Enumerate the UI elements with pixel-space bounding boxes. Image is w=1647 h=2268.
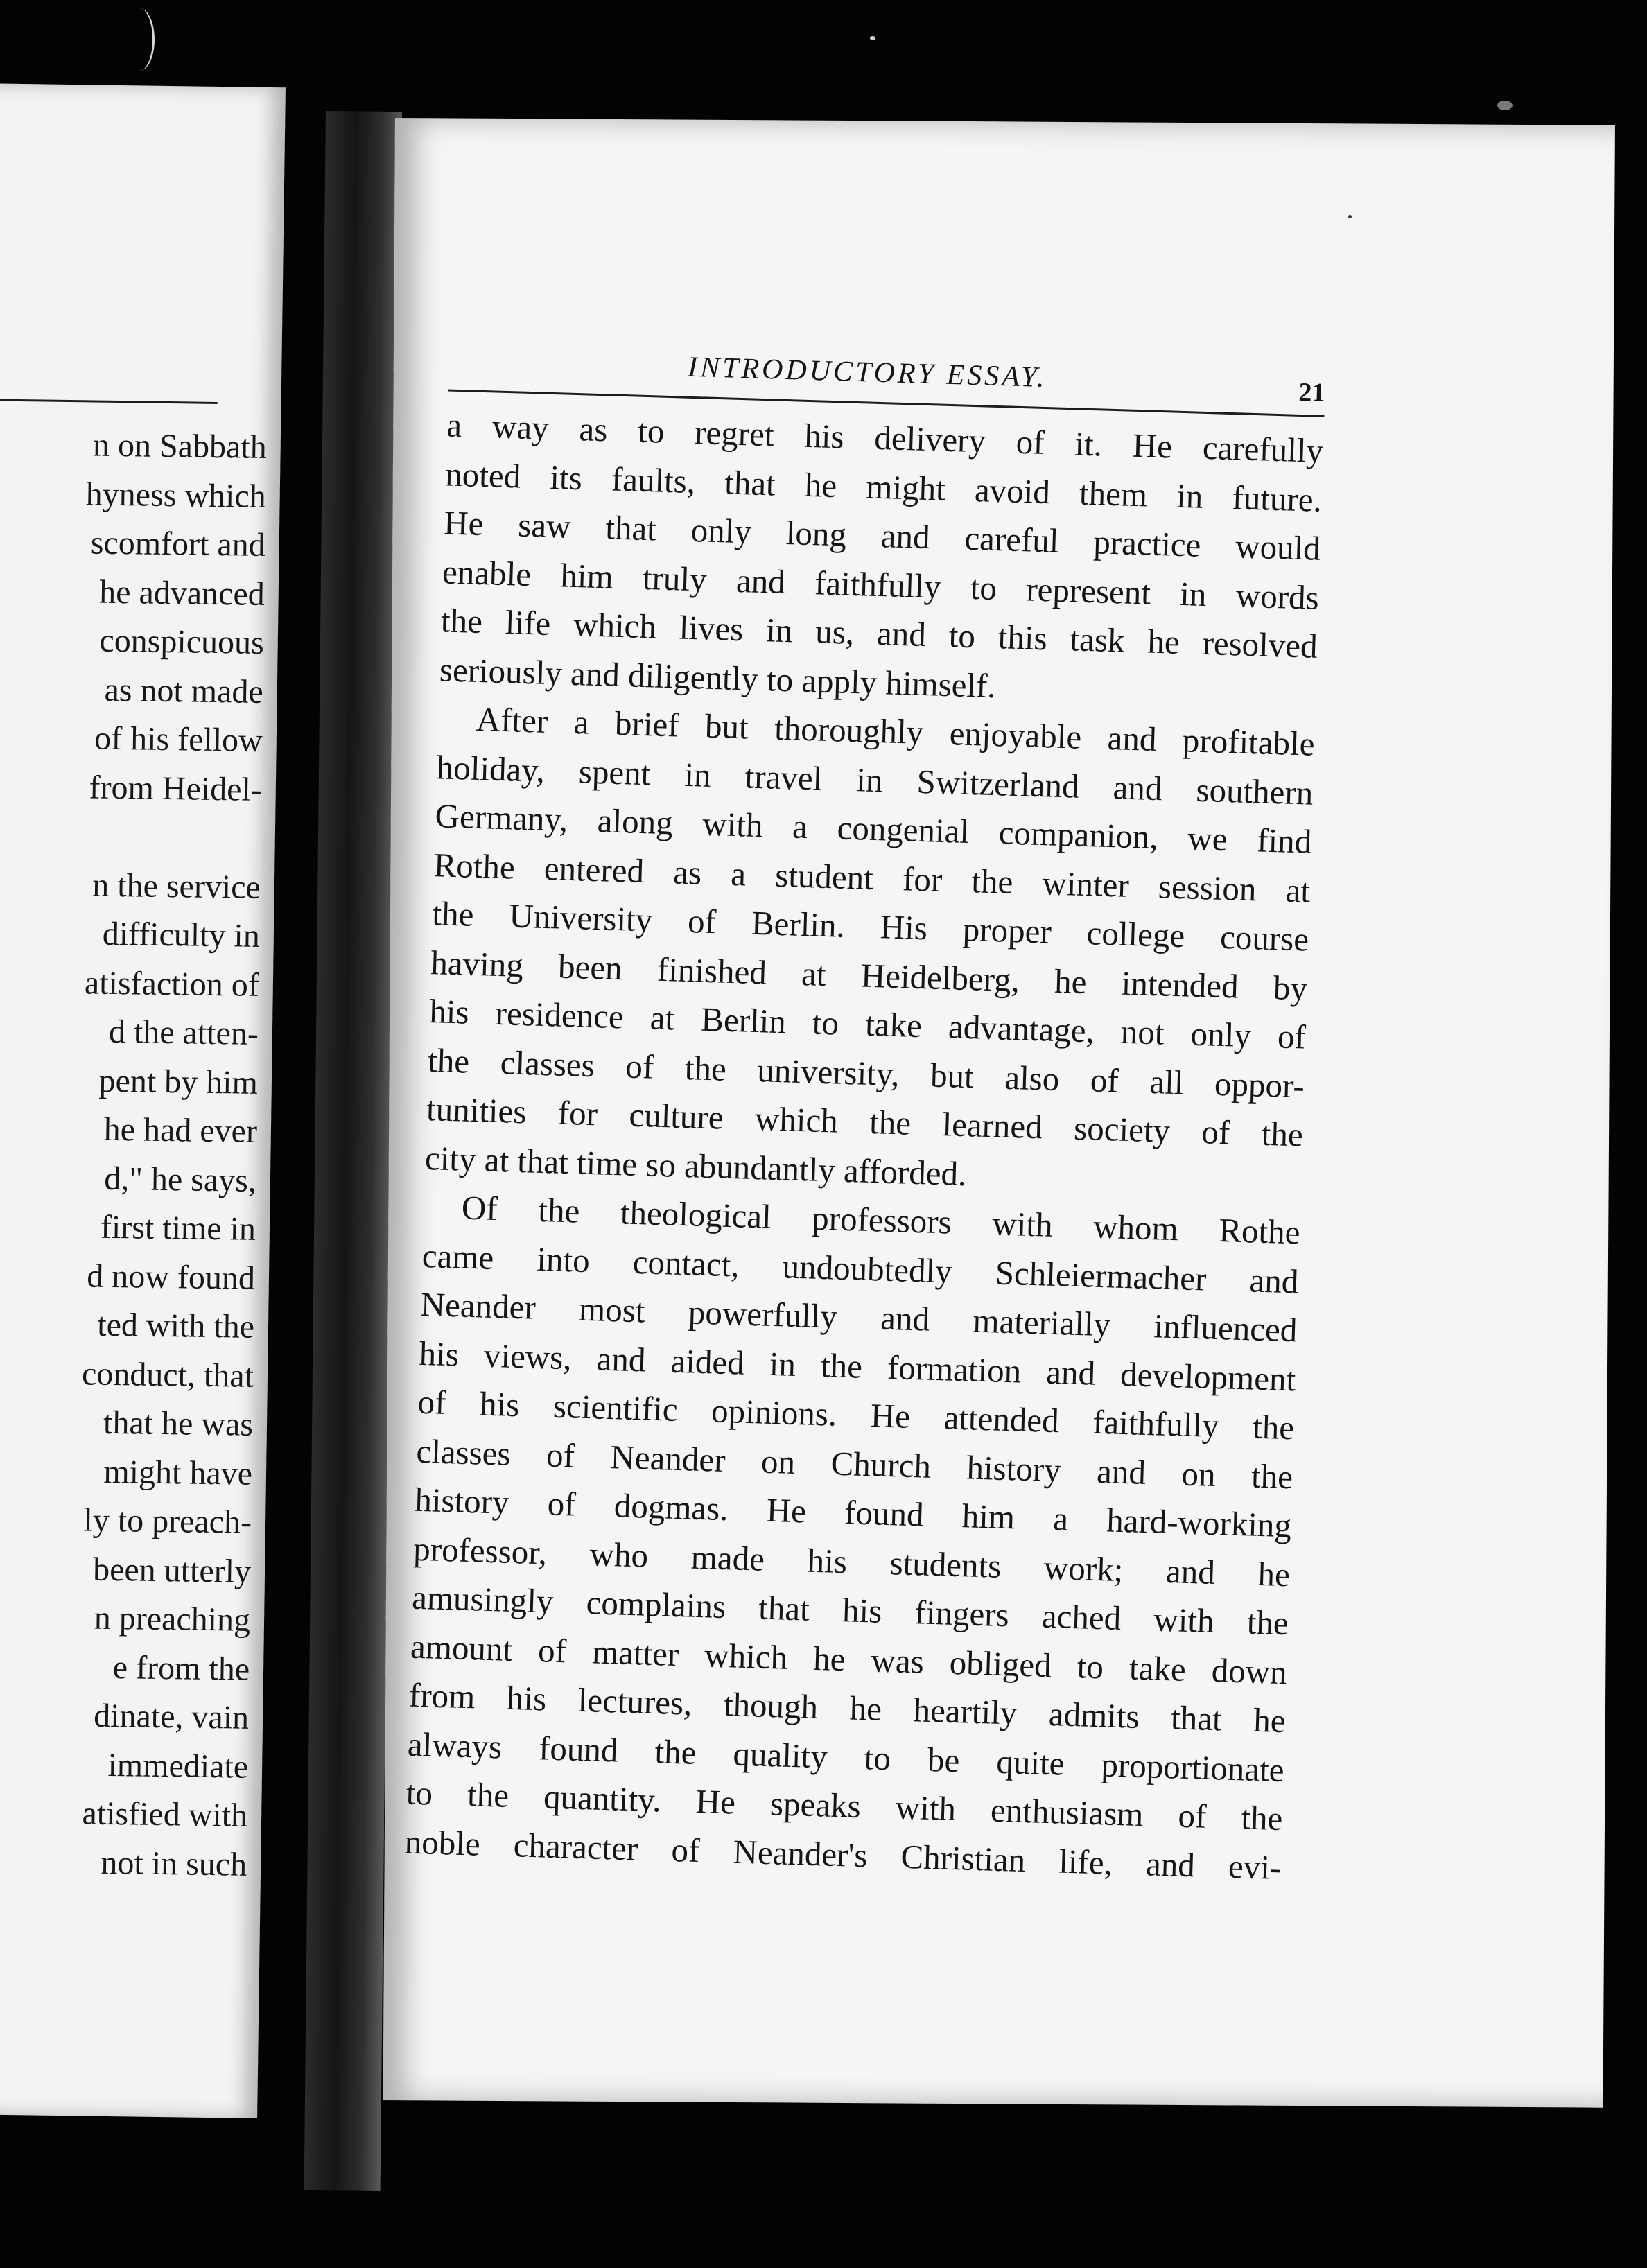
- text-line: from his lectures, though he heartily admits that he: [408, 1675, 1287, 1741]
- text-line: Germany, along with a congenial companion, we find: [434, 796, 1313, 861]
- text-line: noted its faults, that he might avoid them in future.: [444, 454, 1323, 519]
- text-line: noble character of Neander's Christian life, and evi-: [404, 1822, 1282, 1887]
- text-line: of his scientific opinions. He attended faithfully the: [417, 1382, 1295, 1447]
- left-text-line: atisfied with: [82, 1795, 248, 1834]
- scan-speck: [1497, 101, 1513, 110]
- text-line: came into contact, undoubtedly Schleiermacher and: [421, 1236, 1300, 1300]
- body-text: [404, 401, 1324, 1892]
- text-line: the classes of the university, but also of all oppor-: [427, 1040, 1305, 1106]
- text-line: holiday, spent in travel in Switzerland and southern: [436, 747, 1314, 812]
- text-line: city at that time so abundantly afforded.: [424, 1138, 968, 1193]
- left-text-line: that he was: [103, 1404, 254, 1443]
- left-text-line: ly to preach-: [83, 1501, 252, 1541]
- left-text-line: conduct, that: [81, 1354, 254, 1395]
- text-line: amount of matter which he was obliged to take down: [410, 1627, 1288, 1691]
- left-text-line: might have: [103, 1453, 253, 1492]
- text-block: [404, 343, 1326, 1892]
- left-text-line: ted with the: [97, 1306, 255, 1345]
- left-text-line: atisfaction of: [84, 963, 260, 1004]
- left-text-line: difficulty in: [102, 915, 261, 954]
- page-number: 21: [1298, 377, 1326, 408]
- left-text-line: n preaching: [94, 1599, 251, 1639]
- left-text-line: d now found: [86, 1257, 256, 1297]
- text-line: his residence at Berlin to take advantage, not only of: [428, 992, 1307, 1056]
- text-line: enable him truly and faithfully to represent in words: [442, 552, 1320, 617]
- text-line: After a brief but thoroughly enjoyable and profitable: [476, 699, 1316, 763]
- left-page: [0, 83, 286, 2118]
- text-line: classes of Neander on Church history and on the: [415, 1431, 1293, 1496]
- text-line: to the quantity. He speaks with enthusiasm of the: [406, 1773, 1284, 1838]
- left-text-line: conspicuous: [99, 622, 265, 661]
- text-line: the life which lives in us, and to this task he resolved: [440, 601, 1318, 665]
- text-line: history of dogmas. He found him a hard-working: [414, 1480, 1292, 1545]
- text-line: Of the theological professors with whom Rothe: [461, 1188, 1301, 1252]
- text-line: tunities for culture which the learned society of the: [426, 1090, 1304, 1154]
- text-line: a way as to regret his delivery of it. He carefully: [446, 405, 1324, 470]
- text-line: seriously and diligently to apply himself.: [439, 649, 997, 705]
- left-header-rule: [0, 399, 218, 404]
- left-text-line: immediate: [107, 1746, 249, 1786]
- text-line: amusingly complains that his fingers ached with the: [411, 1578, 1289, 1643]
- text-line: his views, and aided in the formation and development: [418, 1334, 1297, 1398]
- text-line: professor, who made his students work; and he: [412, 1529, 1291, 1594]
- left-text-line: he had ever: [103, 1110, 258, 1150]
- left-text-line: n the service: [92, 866, 261, 906]
- scan-speck: [870, 36, 875, 40]
- left-text-line: [0, 810, 261, 863]
- text-line: Neander most powerfully and materially influenced: [420, 1284, 1298, 1350]
- scan-artifact: [125, 8, 155, 71]
- left-text-line: n on Sabbath: [92, 426, 268, 466]
- left-text-line: pent by him: [98, 1062, 259, 1101]
- left-text-line: first time in: [100, 1208, 256, 1248]
- text-line: having been finished at Heidelberg, he intended by: [430, 943, 1308, 1008]
- text-line: always found the quality to be quite proportionate: [407, 1725, 1285, 1789]
- left-text-line: not in such: [101, 1844, 247, 1883]
- left-text-line: e from the: [112, 1648, 250, 1688]
- left-page-text: [0, 419, 267, 1890]
- text-line: Rothe entered as a student for the winter session at: [433, 845, 1311, 910]
- left-text-line: of his fellow: [94, 719, 263, 759]
- right-page: [383, 118, 1615, 2108]
- scan-speck: [1348, 215, 1352, 218]
- left-text-line: scomfort and: [90, 524, 266, 564]
- left-text-line: he advanced: [98, 573, 265, 613]
- left-text-line: from Heidel-: [89, 768, 263, 808]
- text-line: the University of Berlin. His proper college course: [431, 894, 1309, 959]
- left-text-line: d," he says,: [104, 1160, 257, 1199]
- left-text-line: dinate, vain: [93, 1697, 250, 1736]
- text-line: He saw that only long and careful practice would: [443, 503, 1321, 568]
- running-head: [448, 343, 1325, 411]
- running-head-title: INTRODUCTORY ESSAY.: [687, 351, 1048, 394]
- left-text-line: as not made: [104, 671, 264, 710]
- left-text-line: been utterly: [92, 1551, 252, 1590]
- left-text-line: hyness which: [85, 475, 267, 515]
- left-text-line: d the atten-: [108, 1013, 259, 1052]
